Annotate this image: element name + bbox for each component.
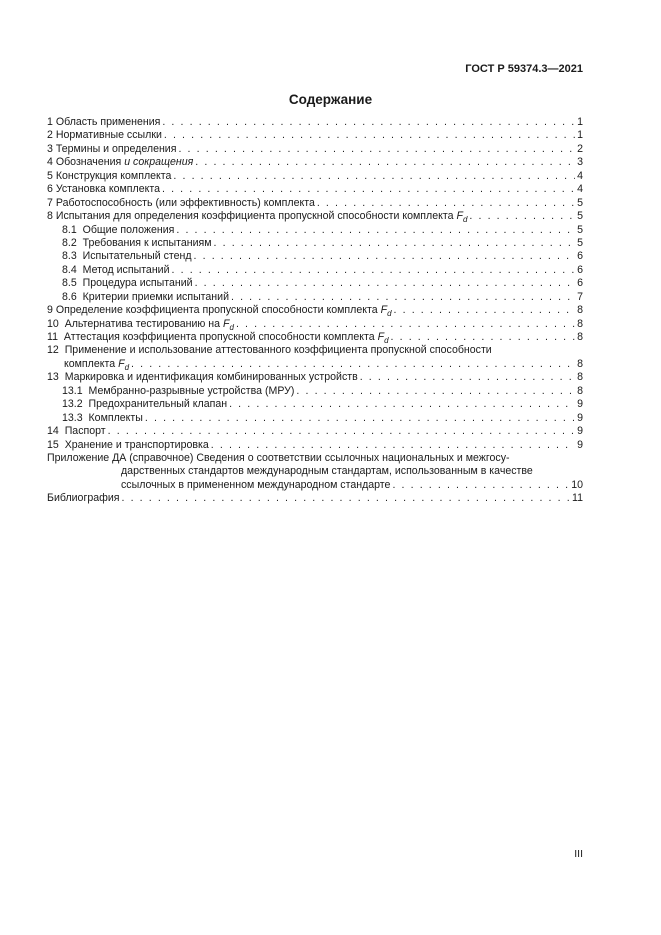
toc-item[interactable]: 10 Альтернатива тестированию на $F_d$ . . . 8 [47, 318, 583, 331]
toc-subitem[interactable]: 13.3 Комплекты . . . 9 [47, 412, 583, 425]
toc-item[interactable]: 12 Применение и использование аттестованного коэффициента пропускной способности [47, 344, 492, 357]
toc-subitem[interactable]: 8.2 Требования к испытаниям . . . 5 [47, 237, 583, 250]
toc-subitem[interactable]: 13.1 Мембранно-разрывные устройства (МРУ) . . . 8 [47, 385, 583, 398]
toc-bibliography[interactable]: Библиография . . . 11 [47, 492, 583, 505]
toc-item-continuation[interactable]: комплекта $F_d$ . . . 8 [47, 358, 583, 371]
toc-item[interactable]: 7 Работоспособность (или эффективность) комплекта . . . 5 [47, 197, 583, 210]
toc-item[interactable]: 4 Обозначения и сокращения . . . 3 [47, 156, 583, 169]
page-number: III [574, 848, 583, 860]
table-of-contents [47, 116, 583, 506]
toc-item[interactable]: 8 Испытания для определения коэффициента пропускной способности комплекта $F_d$ . . . 5 [47, 210, 583, 223]
toc-subitem[interactable]: 8.4 Метод испытаний . . . 6 [47, 264, 583, 277]
toc-subitem[interactable]: 8.3 Испытательный стенд . . . 6 [47, 250, 583, 263]
page-title: Содержание [288, 92, 373, 107]
toc-subitem[interactable]: 8.6 Критерии приемки испытаний . . . 7 [47, 291, 583, 304]
document-code: ГОСТ Р 59374.3—2021 [465, 63, 583, 75]
toc-item[interactable]: 2 Нормативные ссылки . . . 1 [47, 129, 583, 142]
toc-item[interactable]: 14 Паспорт . . . 9 [47, 425, 583, 438]
toc-subitem[interactable]: 8.1 Общие положения . . . 5 [47, 224, 583, 237]
toc-item[interactable]: 15 Хранение и транспортировка . . . 9 [47, 439, 583, 452]
toc-item[interactable]: 1 Область применения . . . 1 [47, 116, 583, 129]
toc-appendix-continuation[interactable]: дарственных стандартов международным стандартам, использованным в качестве [121, 465, 533, 478]
toc-appendix-continuation[interactable]: ссылочных в примененном международном стандарте . . . 10 [47, 479, 583, 492]
toc-subitem[interactable]: 13.2 Предохранительный клапан . . . 9 [47, 398, 583, 411]
toc-subitem[interactable]: 8.5 Процедура испытаний . . . 6 [47, 277, 583, 290]
toc-item[interactable]: 5 Конструкция комплекта . . . 4 [47, 170, 583, 183]
toc-item[interactable]: 9 Определение коэффициента пропускной способности комплекта $F_d$ . . . 8 [47, 304, 583, 317]
toc-item[interactable]: 11 Аттестация коэффициента пропускной способности комплекта $F_d$ . . . 8 [47, 331, 583, 344]
toc-item[interactable]: 6 Установка комплекта . . . 4 [47, 183, 583, 196]
toc-item[interactable]: 13 Маркировка и идентификация комбинированных устройств . . . 8 [47, 371, 583, 384]
toc-appendix[interactable]: Приложение ДА (справочное) Сведения о соответствии ссылочных национальных и межгосу- [47, 451, 510, 464]
toc-item[interactable]: 3 Термины и определения . . . 2 [47, 143, 583, 156]
